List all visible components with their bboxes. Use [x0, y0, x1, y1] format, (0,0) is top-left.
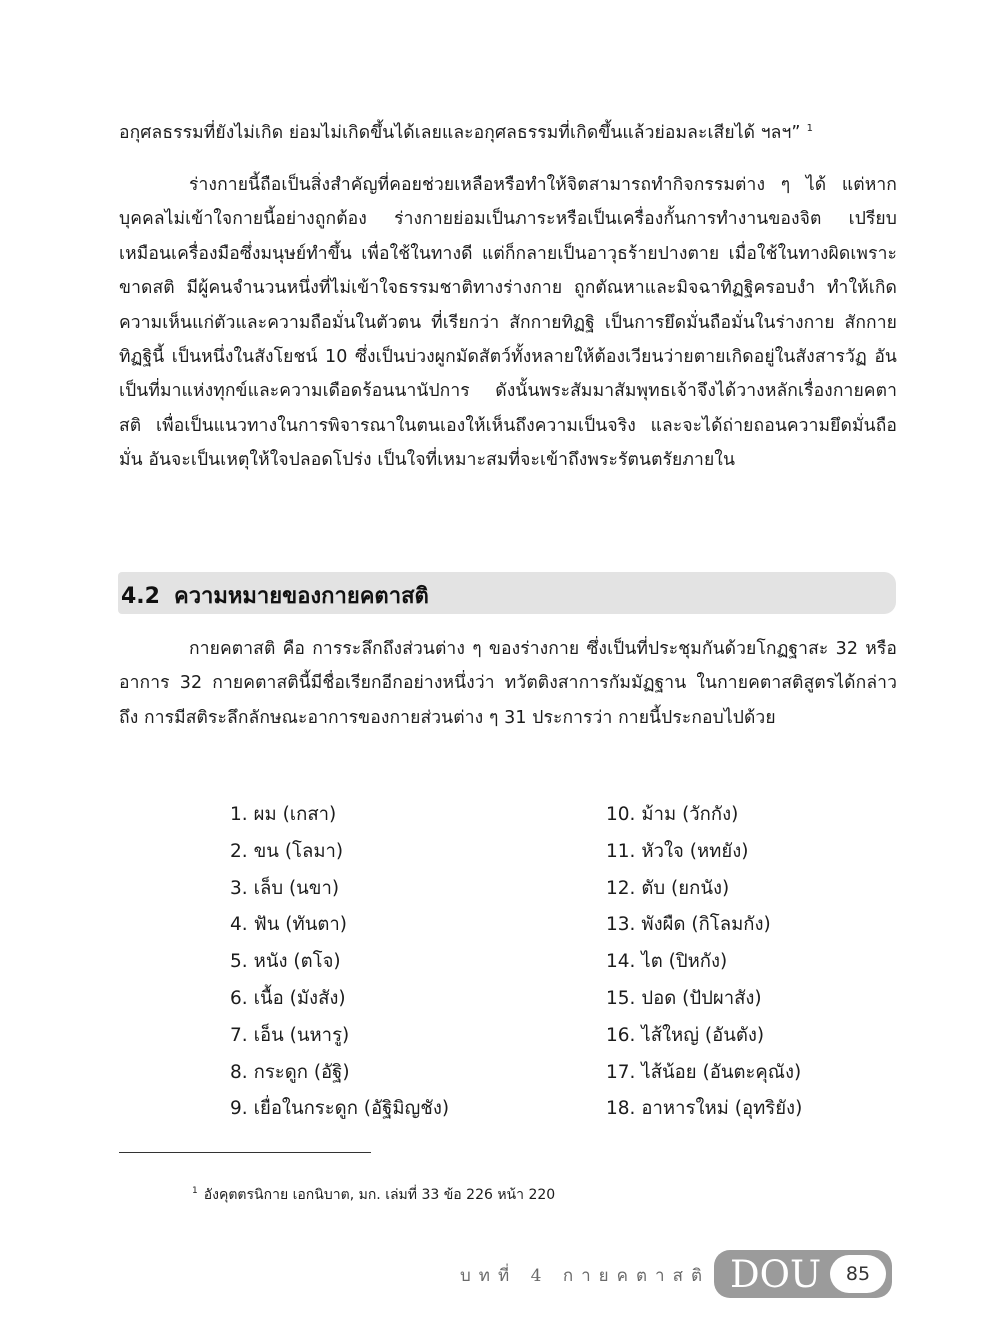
dou-logo: DOU	[730, 1253, 822, 1296]
section-heading	[121, 578, 429, 613]
list-item: 10. ม้าม (วักกัง)	[606, 804, 739, 825]
list-item: 5. หนัง (ตโจ)	[230, 951, 341, 973]
list-item: 17. ไส้น้อย (อันตะคุณัง)	[606, 1061, 802, 1083]
list-item: 12. ตับ (ยกนัง)	[606, 877, 730, 899]
list-item: 4. ฟัน (ทันตา)	[230, 914, 347, 936]
list-item: 6. เนื้อ (มังสัง)	[230, 987, 346, 1009]
footnote-reference[interactable]: 1	[806, 123, 814, 135]
paragraph-intro-text: อกุศลธรรมที่ยังไม่เกิด ย่อมไม่เกิดขึ้นได้เลยและอกุศลธรรมที่เกิดขึ้นแล้วย่อมละเสียได้ ฯลฯ”	[119, 123, 801, 143]
list-item: 14. ไต (ปิหกัง)	[606, 951, 728, 973]
list-item: 13. พังผืด (กิโลมกัง)	[606, 914, 771, 936]
list-item: 16. ไส้ใหญ่ (อันตัง)	[606, 1024, 765, 1046]
footnote	[192, 1184, 555, 1206]
list-item: 7. เอ็น (นหารู)	[230, 1024, 350, 1046]
list-item: 18. อาหารใหม่ (อุทริยัง)	[606, 1098, 803, 1120]
body-parts-list-right	[606, 797, 802, 1128]
page-badge	[714, 1250, 892, 1298]
section-heading-bar	[118, 572, 896, 614]
list-item: 9. เยื่อในกระดูก (อัฐิมิญชัง)	[230, 1098, 450, 1120]
page-number: 85	[830, 1255, 886, 1293]
section-number: 4.2	[121, 584, 160, 609]
list-item: 11. หัวใจ (หทยัง)	[606, 840, 749, 862]
footnote-divider	[119, 1152, 371, 1153]
footnote-marker: 1	[192, 1186, 198, 1197]
list-item: 2. ขน (โลมา)	[230, 840, 344, 862]
paragraph-body-kayagatasati: ร่างกายนี้ถือเป็นสิ่งสำคัญที่คอยช่วยเหลือหรือทำให้จิตสามารถทำกิจกรรมต่าง ๆ ได้ แต่หากบุคคลไม่เข้าใจกายนี้อย่างถูกต้อง ร่างกายย่อมเป็นภาระหรือเป็นเครื่องกั้นการทำงานของจิต เปรียบเหมือนเครื่องมือซึ่งมนุษย์ทำขึ้น เพื่อใช้ในทางดี แต่ก็กลายเป็นอาวุธร้ายปางตาย เมื่อใช้ในทางผิดเพราะขาดสติ มีผู้คนจำนวนหนึ่งที่ไม่เข้าใจธรรมชาติทางร่างกาย ถูกตัณหาและมิจฉาทิฏฐิครอบงำ ทำให้เกิดความเห็นแก่ตัวและความถือมั่นในตัวตน ที่เรียกว่า สักกายทิฏฐิ เป็นการยึดมั่นถือมั่นในร่างกาย สักกายทิฏฐินี้ เป็นหนึ่งในสังโยชน์ 10 ซึ่งเป็นบ่วงผูกมัดสัตว์ทั้งหลายให้ต้องเวียนว่ายตายเกิดอยู่ในสังสารวัฏ อันเป็นที่มาแห่งทุกข์และความเดือดร้อนนานัปการ ดังนั้นพระสัมมาสัมพุทธเจ้าจึงได้วางหลักเรื่องกายคตาสติ เพื่อเป็นแนวทางในการพิจารณาในตนเองให้เห็นถึงความเป็นจริง และจะได้ถ่ายถอนความยึดมั่นถือมั่น อันจะเป็นเหตุให้ใจปลอดโปร่ง เป็นใจที่เหมาะสมที่จะเข้าถึงพระรัตนตรัยภายใน	[119, 175, 897, 471]
list-item: 3. เล็บ (นขา)	[230, 877, 340, 899]
running-footer-chapter: บทที่ 4 กายคตาสติ	[460, 1266, 711, 1286]
section-title: ความหมายของกายคตาสติ	[173, 584, 429, 609]
list-item: 15. ปอด (ปัปผาสัง)	[606, 987, 762, 1009]
list-item: 8. กระดูก (อัฐิ)	[230, 1061, 350, 1083]
footnote-text: อังคุตตรนิกาย เอกนิบาต, มก. เล่มที่ 33 ข้อ 226 หน้า 220	[203, 1187, 556, 1203]
body-parts-list-left	[230, 797, 449, 1128]
paragraph-intro-continuation	[119, 116, 897, 150]
paragraph-definition: กายคตาสติ คือ การระลึกถึงส่วนต่าง ๆ ของร่างกาย ซึ่งเป็นที่ประชุมกันด้วยโกฏฐาสะ 32 หรือ อาการ 32 กายคตาสตินี้มีชื่อเรียกอีกอย่างหนึ่งว่า ทวัตติงสาการกัมมัฏฐาน ในกายคตาสติสูตรได้กล่าวถึง การมีสติระลึกลักษณะอาการของกายส่วนต่าง ๆ 31 ประการว่า กายนี้ประกอบไปด้วย	[119, 639, 897, 728]
list-item: 1. ผม (เกสา)	[230, 804, 337, 825]
